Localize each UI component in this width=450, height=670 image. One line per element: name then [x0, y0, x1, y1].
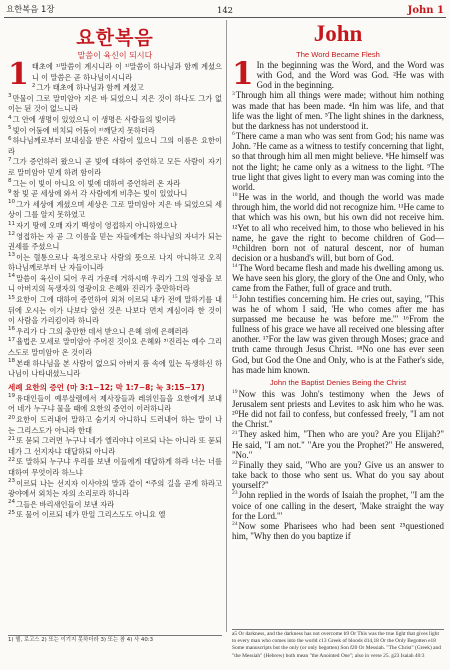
- verse-number: 22: [232, 459, 238, 466]
- verse: [8, 221, 222, 232]
- page-header: [6, 2, 444, 16]
- verse: [8, 415, 222, 436]
- verse-text: 우리가 다 그의 충만한 데서 받으니 은혜 위에 은혜러라: [16, 326, 189, 336]
- verse-number: 18: [8, 358, 16, 365]
- verse-number: 14: [8, 273, 16, 280]
- verse-text: 이는 혈통으로나 육정으로나 사람의 뜻으로 나지 아니하고 오직 하나님께로부터 난 자들이니라: [8, 252, 222, 273]
- verse-number: 15: [232, 293, 238, 300]
- verse-number: 3: [232, 90, 235, 97]
- verse-text: 그가 증언하러 왔으니 곧 빛에 대하여 증언하고 모든 사람이 자기로 말미암아 믿게 하려 함이라: [8, 157, 222, 177]
- verse: [8, 295, 222, 327]
- english-section-heading: The Word Became Flesh: [296, 50, 380, 59]
- english-book-title: John: [313, 21, 363, 46]
- verse-number: 11: [8, 220, 16, 227]
- verse-text: 그가 태초에 하나님과 함께 계셨고: [36, 83, 144, 93]
- english-footnote-text: a5 Or darkness, and the darkness has not overcome b9 Or This was the true light that gives light to every man who comes into the world c13 Greek of bloods d14,18 Or the Only Begotten e18 Some manuscripts but the only (or only begotten) Son f20 Or Messiah. "The Christ" (Greek) and "the Messiah" (Hebrew) both mean "the Anointed One"; also in verse 25. g23 Isaiah 40:3: [232, 631, 441, 659]
- korean-footnotes: [8, 633, 222, 644]
- korean-verses-2: [8, 394, 222, 521]
- header-rule: [4, 17, 446, 18]
- verse: [8, 479, 222, 500]
- verse-number: 5: [8, 125, 12, 132]
- verse: [232, 294, 444, 375]
- korean-section-heading: 말씀이 육신이 되시다: [77, 51, 153, 60]
- verse: [232, 389, 444, 430]
- english-section-heading-2: John the Baptist Denies Being the Christ: [269, 377, 407, 387]
- korean-column: [8, 21, 222, 633]
- verse-number: 21: [8, 435, 16, 442]
- verse-text: 하나님께로부터 보내심을 받은 사람이 있으니 그의 이름은 요한이라: [8, 136, 222, 156]
- verse-text: 또 말하되 누구냐 우리를 보낸 이들에게 대답하게 하라 너는 너를 대하여 무엇이라 하느냐: [8, 457, 222, 477]
- verse-number: 16: [8, 326, 16, 333]
- verse-number: 6: [8, 135, 12, 142]
- verse: [8, 500, 222, 511]
- verse-text: There came a man who was sent from God; his name was John. ⁷He came as a witness to testify concerning that light, so that through him all men might believe. ⁸He himself was not the light; he came only as a witness to the light. ⁹The true light that gives light to every man was coming into the world.: [232, 131, 444, 192]
- verse: [8, 359, 222, 380]
- verse-text: The Word became flesh and made his dwelling among us. We have seen his glory, the glory of the One and Only, who came from the Father, full of grace and truth.: [232, 263, 444, 294]
- verse-number: 14: [232, 263, 238, 270]
- english-verses: [232, 56, 444, 375]
- verse-text: 율법은 모세로 말미암아 주어진 것이요 은혜와 ³⁾진리는 예수 그리스도로 말미암아 온 것이라: [8, 337, 222, 358]
- verse-number: 24: [232, 520, 238, 527]
- column-divider: [226, 20, 227, 632]
- verse: [8, 136, 222, 157]
- verse: [8, 510, 222, 521]
- verse-number: 10: [8, 199, 16, 206]
- verse-number: 7: [8, 156, 12, 163]
- verse-text: 요한이 드러내어 말하고 숨기지 아니하니 드러내어 하는 말이 나는 그리스도가 아니라 한대: [8, 415, 222, 435]
- verse-number: 24: [8, 499, 16, 506]
- verse-number: 12: [8, 231, 16, 238]
- header-left-korean-reference: 요한복음 1장: [6, 4, 55, 14]
- verse-text: 참 빛 곧 세상에 와서 각 사람에게 비추는 빛이 있었나니: [12, 189, 188, 199]
- verse-number: 23: [8, 478, 16, 485]
- english-verses-2: [232, 389, 444, 541]
- verse-text: 그가 세상에 계셨으며 세상은 그로 말미암아 지은 바 되었으되 세상이 그를 알지 못하였고: [8, 199, 222, 220]
- verse-text: 이르되 나는 선지자 이사야의 말과 같이 ⁴⁾주의 길을 곧게 하라고 광야에서 외치는 자의 소리로라 하니라: [8, 478, 222, 499]
- verse-text: Now this was John's testimony when the Jews of Jerusalem sent priests and Levites to ask him who he was. ²⁰He did not fail to confess, but confessed freely, "I am not the Christ.": [232, 388, 444, 430]
- verse-number: 20: [8, 414, 16, 421]
- verse-text: John testifies concerning him. He cries out, saying, "This was he of whom I said, 'He who comes after me has surpassed me because he was before me.'" ¹⁶From the fullness of his grace we have all received one blessing after another. ¹⁷For the law was given through Moses; grace and truth came through Jesus Christ. ¹⁸No one has ever seen God, but God the One and Only, who is at the Father's side, has made him known.: [232, 293, 444, 375]
- verse-text: 그 안에 생명이 있었으니 이 생명은 사람들의 빛이라: [12, 114, 176, 124]
- verse-number: 25: [8, 509, 16, 516]
- verse-number: 10: [232, 192, 238, 199]
- verse-text: Finally they said, "Who are you? Give us an answer to take back to those who sent us. What do you say about yourself?": [232, 459, 444, 491]
- verse: [8, 115, 222, 126]
- verse-number: 6: [232, 131, 235, 138]
- english-column: [232, 21, 444, 627]
- verse: [232, 490, 444, 520]
- verse: [232, 263, 444, 293]
- verse-number: 8: [8, 178, 12, 185]
- verse: [232, 192, 444, 263]
- verse-text: 태초에 ¹⁾말씀이 계시니라 이 ¹⁾말씀이 하나님과 함께 계셨으니 이 말씀은 곧 하나님이시니라: [31, 62, 222, 82]
- verse-text: 만물이 그로 말미암아 지은 바 되었으니 지은 것이 하나도 그가 없이는 된 것이 없느니라: [8, 93, 222, 114]
- verse-number: 19: [8, 393, 16, 400]
- verse-text: 유대인들이 예루살렘에서 제사장들과 레위인들을 요한에게 보내어 네가 누구냐 물을 때에 요한의 증언이 이러하니라: [8, 393, 222, 414]
- korean-section-heading-2: 세례 요한의 증언 (마 3:1−12; 막 1:7−8; 눅 3:15−17): [8, 382, 205, 392]
- verse-number: 22: [8, 456, 16, 463]
- verse-number: 19: [232, 388, 238, 395]
- english-footnotes: [232, 627, 444, 660]
- verse-number: 17: [8, 337, 16, 344]
- verse-text: 또 물어 이르되 네가 만일 그리스도도 아니요 엘: [16, 510, 166, 520]
- page-number: 142: [217, 5, 233, 15]
- verse-number: 13: [8, 252, 16, 259]
- verse: [8, 457, 222, 478]
- verse: [232, 56, 444, 92]
- korean-book-title: 요한복음: [76, 27, 154, 49]
- verse-number: 15: [8, 294, 16, 301]
- verse: [8, 189, 222, 200]
- verse-text: Now some Pharisees who had been sent ²⁵questioned him, "Why then do you baptize if: [232, 520, 444, 542]
- verse-number: 21: [232, 429, 238, 436]
- verse: [8, 436, 222, 457]
- verse: [232, 131, 444, 192]
- verse: [8, 83, 222, 94]
- verse-text: 요한이 그에 대하여 증언하여 외쳐 이르되 내가 전에 말하기를 내 뒤에 오시는 이가 나보다 앞선 것은 나보다 먼저 계심이라 한 것이 이 사람을 가리킴이라 하니라: [8, 295, 222, 326]
- verse: [8, 126, 222, 137]
- chapter-number: 1: [232, 56, 254, 92]
- verse-number: 4: [8, 114, 12, 121]
- verse-number: 23: [232, 490, 238, 497]
- verse: [8, 94, 222, 115]
- verse: [8, 232, 222, 253]
- verse-text: 본래 하나님을 본 사람이 없으되 아버지 품 속에 있는 독생하신 하나님이 나타내셨느니라: [8, 358, 222, 379]
- verse-text: 또 묻되 그러면 누구냐 네가 엘리야냐 이르되 나는 아니라 또 묻되 네가 그 선지자냐 대답하되 아니라: [8, 436, 222, 456]
- verse: [232, 521, 444, 541]
- verse-text: John replied in the words of Isaiah the prophet, "I am the voice of one calling in the desert, 'Make straight the way for the Lord.'": [232, 490, 444, 521]
- verse-text: Through him all things were made; without him nothing was made that has been made. ⁴In him was life, and that life was the light of men. ⁵The light shines in the darkness, but the darkness has not understood it.: [232, 90, 444, 131]
- verse-text: 말씀이 육신이 되어 우리 가운데 거하시매 우리가 그의 영광을 보니 아버지의 독생자의 영광이요 은혜와 진리가 충만하더라: [8, 273, 222, 294]
- verse-text: 자기 땅에 오매 자기 백성이 영접하지 아니하였으나: [16, 220, 178, 230]
- verse-text: 그들은 바리새인들이 보낸 자라: [16, 499, 115, 509]
- verse: [8, 179, 222, 190]
- verse: [8, 394, 222, 415]
- verse: [8, 253, 222, 274]
- verse-text: 빛이 어둠에 비치되 어둠이 ²⁾깨닫지 못하더라: [12, 125, 155, 135]
- verse-text: 그는 이 빛이 아니요 이 빛에 대하여 증언하러 온 자라: [12, 178, 181, 188]
- verse: [8, 274, 222, 295]
- verse-number: 2: [31, 82, 36, 89]
- korean-verses: [8, 57, 222, 380]
- verse-number: 3: [8, 93, 12, 100]
- verse: [232, 429, 444, 459]
- verse-text: They asked him, "Then who are you? Are you Elijah?" He said, "I am not." "Are you the Prophet?" He answered, "No.": [232, 429, 444, 460]
- verse: [232, 460, 444, 490]
- chapter-number: 1: [8, 57, 29, 92]
- verse: [232, 90, 444, 131]
- verse-text: 영접하는 자 곧 그 이름을 믿는 자들에게는 하나님의 자녀가 되는 권세를 주셨으니: [8, 231, 222, 252]
- verse-text: He was in the world, and though the world was made through him, the world did not recognize him. ¹¹He came to that which was his own, but his own did not receive him. ¹²Yet to all who received him, to those who believed in his name, he gave the right to become children of God— ¹³children born not of natural descent, nor of human decision or a husband's will, but born of God.: [232, 192, 444, 263]
- verse: [8, 200, 222, 221]
- verse-number: 9: [8, 188, 12, 195]
- korean-footnote-text: 1) 헬, 로고스 2) 또는 이기지 못하더라 3) 또는 참 4) 사 40:3: [8, 637, 154, 643]
- verse: [8, 327, 222, 338]
- verse-text: In the beginning was the Word, and the Word was with God, and the Word was God. ²He was with God in the beginning.: [256, 60, 444, 91]
- verse: [8, 337, 222, 358]
- verse: [8, 157, 222, 178]
- header-right-english-reference: John 1: [407, 5, 444, 16]
